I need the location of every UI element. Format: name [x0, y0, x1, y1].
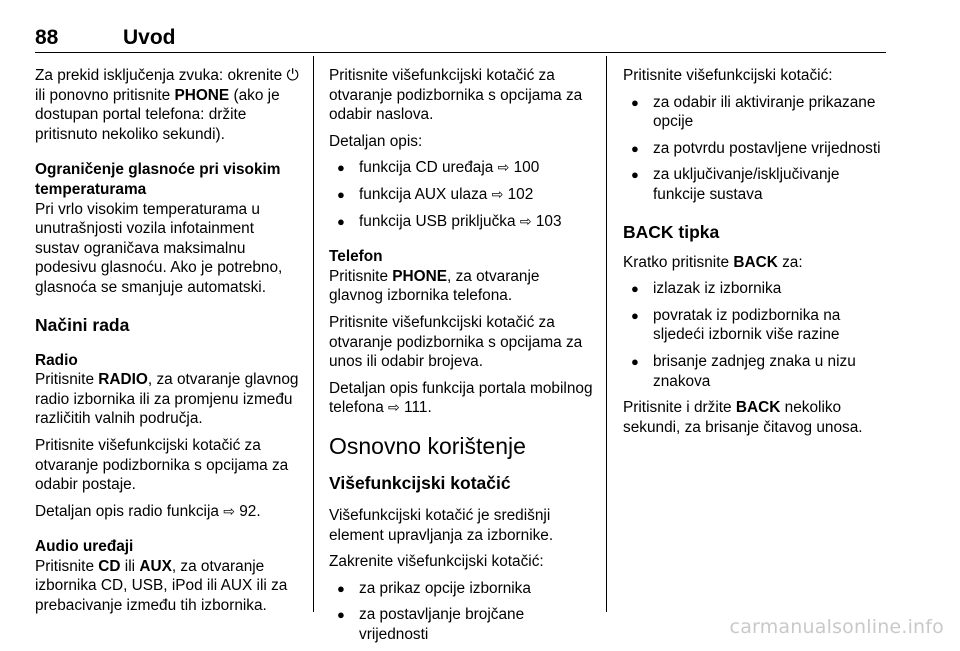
- title-select-paragraph: Pritisnite višefunkcijski kotačić za otvaranje podizbornika s opcijama za odabir naslova.: [329, 67, 583, 124]
- list-item: ● funkcija CD uređaja ⇨ 100: [329, 158, 594, 178]
- detail-label: Detaljan opis:: [329, 132, 423, 150]
- radio-key-label: RADIO: [98, 371, 148, 389]
- telephone-reference: Detaljan opis funkcija portala mobilnog telefona ⇨ 111.: [329, 379, 593, 417]
- column-divider-1: [313, 56, 314, 612]
- back-list: [623, 279, 888, 391]
- knob-press-label: Pritisnite višefunkcijski kotačić:: [623, 67, 833, 84]
- knob-paragraph: Višefunkcijski kotačić je središnji element upravljanja za izbornike.: [329, 506, 554, 544]
- heading-audio-devices: Audio uređaji: [35, 538, 134, 556]
- page-ref-icon: ⇨: [519, 212, 532, 229]
- telephone-paragraph: Pritisnite PHONE, za otvaranje glavnog izbornika telefona.: [329, 267, 540, 305]
- list-item: ● funkcija USB priključka ⇨ 103: [329, 212, 594, 232]
- page-ref-icon: ⇨: [491, 185, 504, 202]
- audio-paragraph: Pritisnite CD ili AUX, za otvaranje izbornika CD, USB, iPod ili AUX ili za prebacivanje između tih izbornika.: [35, 557, 288, 615]
- page-header: [35, 26, 886, 50]
- detail-list: [329, 158, 594, 231]
- heading-operating-modes: Načini rada: [35, 314, 130, 335]
- heading-back-button: BACK tipka: [623, 221, 720, 242]
- mute-paragraph: Za prekid isključenja zvuka: okrenite ⏻ ili ponovno pritisnite PHONE (ako je dostupan portal telefona: držite pritisnuto nekoliko sekundi).: [35, 67, 299, 143]
- radio-paragraph: Pritisnite RADIO, za otvaranje glavnog radio izbornika ili za promjenu između različitih valnih područja.: [35, 371, 299, 428]
- power-knob-icon: ⏻: [286, 67, 299, 84]
- watermark: carmanualsonline.info: [729, 616, 944, 638]
- list-item: ● za prikaz opcije izbornika: [329, 579, 594, 599]
- knob-press-list: [623, 93, 888, 205]
- heading-volume-limit: Ograničenje glasnoće pri visokim temperaturama: [35, 161, 281, 198]
- telephone-paragraph-2: Pritisnite višefunkcijski kotačić za otvaranje podizbornika s opcijama za unos ili odabir brojeva.: [329, 313, 583, 371]
- heading-radio: Radio: [35, 351, 78, 369]
- radio-reference: Detaljan opis radio funkcija ⇨ 92.: [35, 502, 261, 520]
- section-title: Uvod: [123, 26, 176, 49]
- column-2: [329, 66, 594, 651]
- heading-basic-operation: Osnovno korištenje: [329, 432, 526, 459]
- knob-turn-label: Zakrenite višefunkcijski kotačić:: [329, 553, 544, 571]
- back-key-label: BACK: [735, 399, 781, 417]
- back-short-press: Kratko pritisnite BACK za:: [623, 253, 803, 271]
- page-ref-icon: ⇨: [497, 159, 510, 176]
- column-1: [35, 66, 300, 623]
- back-long-press: Pritisnite i držite BACK nekoliko sekundi, za brisanje čitavog unosa.: [623, 399, 863, 436]
- phone-key-label: PHONE: [392, 267, 448, 285]
- aux-key-label: AUX: [139, 557, 172, 575]
- heading-multifunction-knob: Višefunkcijski kotačić: [329, 472, 511, 493]
- radio-paragraph-2: Pritisnite višefunkcijski kotačić za otvaranje podizbornika s opcijama za odabir postaje.: [35, 436, 289, 494]
- phone-key-label: PHONE: [174, 86, 230, 104]
- back-key-label: BACK: [733, 253, 778, 271]
- list-item: ● za odabir ili aktiviranje prikazane opcije: [623, 93, 888, 132]
- list-item: ● povratak iz podizbornika na sljedeći izbornik više razine: [623, 306, 888, 345]
- column-3: [623, 66, 888, 444]
- list-item: ● brisanje zadnjeg znaka u nizu znakova: [623, 352, 888, 391]
- page-number: 88: [35, 26, 59, 49]
- list-item: ● za postavljanje brojčane vrijednosti: [329, 605, 594, 644]
- list-item: ● za uključivanje/isključivanje funkcije sustava: [623, 165, 888, 204]
- heading-telephone: Telefon: [329, 248, 383, 266]
- page-ref-icon: ⇨: [388, 399, 400, 416]
- list-item: ● za potvrdu postavljene vrijednosti: [623, 139, 888, 159]
- volume-limit-paragraph: Pri vrlo visokim temperaturama u unutrašnjosti vozila infotainment sustav ograničava maksimalnu podesivu glasnoću. Ako je potrebno, glasnoća se smanjuje automatski.: [35, 200, 283, 296]
- page-ref-icon: ⇨: [223, 502, 235, 519]
- column-divider-2: [606, 56, 607, 612]
- cd-key-label: CD: [98, 557, 121, 575]
- list-item: ● funkcija AUX ulaza ⇨ 102: [329, 185, 594, 205]
- header-divider: [35, 52, 886, 53]
- knob-turn-list: [329, 579, 594, 645]
- list-item: ● izlazak iz izbornika: [623, 279, 888, 299]
